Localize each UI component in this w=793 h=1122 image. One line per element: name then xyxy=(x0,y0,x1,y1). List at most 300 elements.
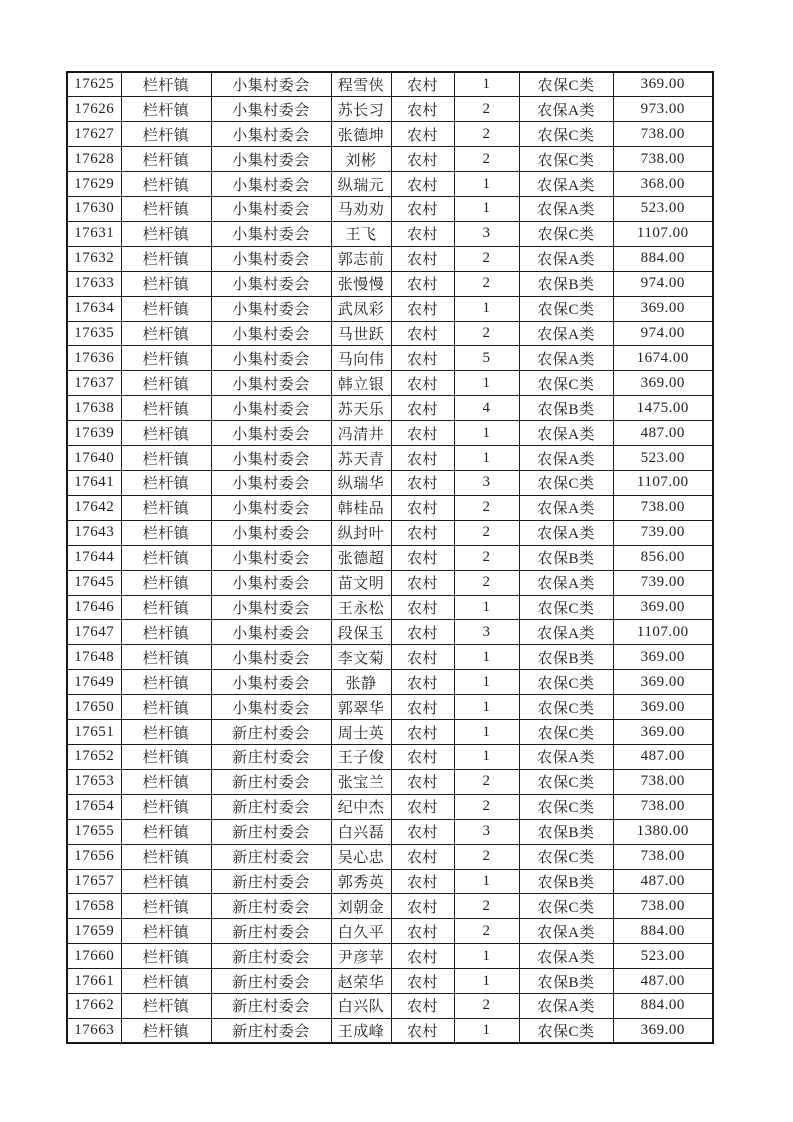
cell-amount: 369.00 xyxy=(613,1018,713,1043)
cell-amount: 738.00 xyxy=(613,794,713,819)
cell-person-name: 程雪侠 xyxy=(331,72,391,97)
cell-person-name: 李文菊 xyxy=(331,645,391,670)
cell-amount: 369.00 xyxy=(613,296,713,321)
cell-village-committee: 新庄村委会 xyxy=(211,844,331,869)
cell-residence-type: 农村 xyxy=(391,844,454,869)
cell-town: 栏杆镇 xyxy=(121,819,211,844)
cell-record-id: 17632 xyxy=(67,246,121,271)
cell-person-name: 苏天青 xyxy=(331,446,391,471)
table-row xyxy=(67,919,713,944)
cell-insurance-category: 农保C类 xyxy=(519,695,613,720)
cell-person-name: 段保玉 xyxy=(331,620,391,645)
cell-person-name: 武凤彩 xyxy=(331,296,391,321)
cell-insurance-category: 农保A类 xyxy=(519,570,613,595)
cell-person-count: 3 xyxy=(454,221,519,246)
cell-person-count: 1 xyxy=(454,695,519,720)
cell-person-count: 2 xyxy=(454,97,519,122)
cell-insurance-category: 农保C类 xyxy=(519,794,613,819)
cell-amount: 369.00 xyxy=(613,695,713,720)
cell-amount: 738.00 xyxy=(613,894,713,919)
cell-person-count: 2 xyxy=(454,794,519,819)
table-row xyxy=(67,794,713,819)
cell-amount: 1107.00 xyxy=(613,620,713,645)
cell-person-count: 5 xyxy=(454,346,519,371)
cell-insurance-category: 农保C类 xyxy=(519,894,613,919)
cell-amount: 884.00 xyxy=(613,919,713,944)
cell-person-name: 郭志前 xyxy=(331,246,391,271)
cell-person-name: 张德坤 xyxy=(331,122,391,147)
table-row xyxy=(67,969,713,994)
cell-amount: 487.00 xyxy=(613,744,713,769)
cell-record-id: 17654 xyxy=(67,794,121,819)
table-row xyxy=(67,172,713,197)
cell-residence-type: 农村 xyxy=(391,147,454,172)
cell-person-name: 苏长习 xyxy=(331,97,391,122)
cell-amount: 369.00 xyxy=(613,720,713,745)
cell-insurance-category: 农保C类 xyxy=(519,72,613,97)
cell-residence-type: 农村 xyxy=(391,670,454,695)
cell-record-id: 17651 xyxy=(67,720,121,745)
cell-insurance-category: 农保B类 xyxy=(519,819,613,844)
cell-town: 栏杆镇 xyxy=(121,197,211,222)
cell-person-count: 1 xyxy=(454,869,519,894)
cell-person-name: 苏天乐 xyxy=(331,396,391,421)
cell-residence-type: 农村 xyxy=(391,172,454,197)
cell-town: 栏杆镇 xyxy=(121,670,211,695)
cell-town: 栏杆镇 xyxy=(121,944,211,969)
cell-person-count: 2 xyxy=(454,520,519,545)
cell-residence-type: 农村 xyxy=(391,645,454,670)
cell-person-name: 冯清井 xyxy=(331,421,391,446)
table-row xyxy=(67,944,713,969)
cell-town: 栏杆镇 xyxy=(121,919,211,944)
cell-person-name: 吴心忠 xyxy=(331,844,391,869)
cell-residence-type: 农村 xyxy=(391,819,454,844)
cell-amount: 369.00 xyxy=(613,670,713,695)
cell-insurance-category: 农保C类 xyxy=(519,371,613,396)
cell-residence-type: 农村 xyxy=(391,296,454,321)
cell-residence-type: 农村 xyxy=(391,321,454,346)
cell-person-count: 3 xyxy=(454,819,519,844)
cell-town: 栏杆镇 xyxy=(121,371,211,396)
cell-town: 栏杆镇 xyxy=(121,271,211,296)
cell-person-name: 赵荣华 xyxy=(331,969,391,994)
cell-town: 栏杆镇 xyxy=(121,396,211,421)
cell-residence-type: 农村 xyxy=(391,246,454,271)
cell-amount: 1107.00 xyxy=(613,221,713,246)
cell-insurance-category: 农保A类 xyxy=(519,994,613,1019)
table-row xyxy=(67,695,713,720)
cell-record-id: 17635 xyxy=(67,321,121,346)
cell-insurance-category: 农保C类 xyxy=(519,296,613,321)
cell-record-id: 17662 xyxy=(67,994,121,1019)
cell-person-name: 张静 xyxy=(331,670,391,695)
cell-record-id: 17629 xyxy=(67,172,121,197)
cell-town: 栏杆镇 xyxy=(121,321,211,346)
cell-amount: 369.00 xyxy=(613,595,713,620)
cell-amount: 973.00 xyxy=(613,97,713,122)
table-row xyxy=(67,769,713,794)
cell-record-id: 17659 xyxy=(67,919,121,944)
cell-village-committee: 小集村委会 xyxy=(211,495,331,520)
cell-village-committee: 小集村委会 xyxy=(211,172,331,197)
cell-person-name: 周士英 xyxy=(331,720,391,745)
table-row xyxy=(67,271,713,296)
cell-person-name: 郭秀英 xyxy=(331,869,391,894)
cell-record-id: 17639 xyxy=(67,421,121,446)
cell-amount: 974.00 xyxy=(613,271,713,296)
cell-person-name: 刘彬 xyxy=(331,147,391,172)
cell-person-name: 张德超 xyxy=(331,545,391,570)
cell-amount: 1475.00 xyxy=(613,396,713,421)
cell-village-committee: 新庄村委会 xyxy=(211,894,331,919)
cell-person-name: 王子俊 xyxy=(331,744,391,769)
cell-residence-type: 农村 xyxy=(391,969,454,994)
cell-village-committee: 小集村委会 xyxy=(211,296,331,321)
table-row xyxy=(67,246,713,271)
cell-person-name: 纵封叶 xyxy=(331,520,391,545)
cell-town: 栏杆镇 xyxy=(121,72,211,97)
cell-village-committee: 小集村委会 xyxy=(211,595,331,620)
cell-record-id: 17648 xyxy=(67,645,121,670)
cell-town: 栏杆镇 xyxy=(121,969,211,994)
cell-residence-type: 农村 xyxy=(391,720,454,745)
cell-village-committee: 新庄村委会 xyxy=(211,919,331,944)
cell-residence-type: 农村 xyxy=(391,471,454,496)
cell-town: 栏杆镇 xyxy=(121,147,211,172)
cell-amount: 523.00 xyxy=(613,944,713,969)
cell-person-count: 2 xyxy=(454,769,519,794)
cell-person-count: 1 xyxy=(454,172,519,197)
cell-village-committee: 小集村委会 xyxy=(211,421,331,446)
table-row xyxy=(67,819,713,844)
cell-record-id: 17634 xyxy=(67,296,121,321)
cell-person-name: 马劝劝 xyxy=(331,197,391,222)
cell-person-name: 张宝兰 xyxy=(331,769,391,794)
table-row xyxy=(67,97,713,122)
cell-person-name: 郭翠华 xyxy=(331,695,391,720)
cell-village-committee: 小集村委会 xyxy=(211,645,331,670)
cell-residence-type: 农村 xyxy=(391,919,454,944)
table-row xyxy=(67,869,713,894)
cell-amount: 1674.00 xyxy=(613,346,713,371)
cell-town: 栏杆镇 xyxy=(121,744,211,769)
cell-person-name: 马世跃 xyxy=(331,321,391,346)
cell-person-count: 2 xyxy=(454,321,519,346)
cell-insurance-category: 农保B类 xyxy=(519,969,613,994)
cell-person-count: 1 xyxy=(454,421,519,446)
cell-residence-type: 农村 xyxy=(391,869,454,894)
cell-residence-type: 农村 xyxy=(391,122,454,147)
cell-village-committee: 新庄村委会 xyxy=(211,794,331,819)
cell-town: 栏杆镇 xyxy=(121,421,211,446)
cell-person-count: 1 xyxy=(454,720,519,745)
cell-person-name: 尹彦苹 xyxy=(331,944,391,969)
cell-record-id: 17646 xyxy=(67,595,121,620)
cell-amount: 1380.00 xyxy=(613,819,713,844)
cell-person-name: 刘朝金 xyxy=(331,894,391,919)
cell-town: 栏杆镇 xyxy=(121,869,211,894)
cell-residence-type: 农村 xyxy=(391,1018,454,1043)
cell-town: 栏杆镇 xyxy=(121,221,211,246)
cell-village-committee: 小集村委会 xyxy=(211,396,331,421)
cell-village-committee: 新庄村委会 xyxy=(211,1018,331,1043)
cell-amount: 369.00 xyxy=(613,645,713,670)
cell-village-committee: 新庄村委会 xyxy=(211,744,331,769)
cell-person-count: 1 xyxy=(454,744,519,769)
cell-insurance-category: 农保A类 xyxy=(519,919,613,944)
cell-town: 栏杆镇 xyxy=(121,97,211,122)
cell-person-name: 纵瑞元 xyxy=(331,172,391,197)
cell-residence-type: 农村 xyxy=(391,695,454,720)
cell-record-id: 17658 xyxy=(67,894,121,919)
cell-insurance-category: 农保A类 xyxy=(519,197,613,222)
table-row xyxy=(67,396,713,421)
cell-person-name: 纪中杰 xyxy=(331,794,391,819)
cell-record-id: 17650 xyxy=(67,695,121,720)
table-row xyxy=(67,994,713,1019)
table-row xyxy=(67,1018,713,1043)
table-body xyxy=(67,72,713,1043)
cell-residence-type: 农村 xyxy=(391,221,454,246)
cell-amount: 974.00 xyxy=(613,321,713,346)
cell-amount: 738.00 xyxy=(613,147,713,172)
cell-record-id: 17652 xyxy=(67,744,121,769)
cell-village-committee: 小集村委会 xyxy=(211,122,331,147)
cell-record-id: 17656 xyxy=(67,844,121,869)
table-row xyxy=(67,72,713,97)
cell-insurance-category: 农保C类 xyxy=(519,1018,613,1043)
cell-residence-type: 农村 xyxy=(391,97,454,122)
cell-insurance-category: 农保A类 xyxy=(519,744,613,769)
records-table xyxy=(66,71,714,1044)
cell-residence-type: 农村 xyxy=(391,620,454,645)
cell-record-id: 17640 xyxy=(67,446,121,471)
cell-village-committee: 小集村委会 xyxy=(211,695,331,720)
cell-village-committee: 小集村委会 xyxy=(211,321,331,346)
cell-insurance-category: 农保C类 xyxy=(519,595,613,620)
cell-record-id: 17630 xyxy=(67,197,121,222)
cell-person-count: 2 xyxy=(454,147,519,172)
cell-town: 栏杆镇 xyxy=(121,570,211,595)
cell-town: 栏杆镇 xyxy=(121,595,211,620)
cell-person-count: 1 xyxy=(454,969,519,994)
cell-record-id: 17655 xyxy=(67,819,121,844)
cell-insurance-category: 农保C类 xyxy=(519,221,613,246)
cell-village-committee: 小集村委会 xyxy=(211,97,331,122)
cell-insurance-category: 农保A类 xyxy=(519,321,613,346)
cell-village-committee: 小集村委会 xyxy=(211,570,331,595)
cell-person-name: 纵瑞华 xyxy=(331,471,391,496)
cell-town: 栏杆镇 xyxy=(121,620,211,645)
cell-person-count: 2 xyxy=(454,570,519,595)
cell-amount: 738.00 xyxy=(613,495,713,520)
cell-record-id: 17660 xyxy=(67,944,121,969)
cell-insurance-category: 农保C类 xyxy=(519,670,613,695)
cell-person-count: 1 xyxy=(454,595,519,620)
table-row xyxy=(67,744,713,769)
cell-residence-type: 农村 xyxy=(391,396,454,421)
cell-village-committee: 小集村委会 xyxy=(211,246,331,271)
table-row xyxy=(67,197,713,222)
cell-person-count: 1 xyxy=(454,645,519,670)
cell-person-count: 2 xyxy=(454,919,519,944)
cell-record-id: 17625 xyxy=(67,72,121,97)
cell-insurance-category: 农保A类 xyxy=(519,172,613,197)
cell-insurance-category: 农保A类 xyxy=(519,520,613,545)
cell-record-id: 17663 xyxy=(67,1018,121,1043)
cell-person-name: 白兴队 xyxy=(331,994,391,1019)
table-row xyxy=(67,645,713,670)
cell-village-committee: 新庄村委会 xyxy=(211,769,331,794)
cell-insurance-category: 农保B类 xyxy=(519,869,613,894)
cell-town: 栏杆镇 xyxy=(121,545,211,570)
cell-record-id: 17657 xyxy=(67,869,121,894)
cell-residence-type: 农村 xyxy=(391,520,454,545)
table-row xyxy=(67,520,713,545)
cell-amount: 369.00 xyxy=(613,371,713,396)
cell-amount: 738.00 xyxy=(613,844,713,869)
cell-residence-type: 农村 xyxy=(391,545,454,570)
table-row xyxy=(67,221,713,246)
cell-insurance-category: 农保B类 xyxy=(519,645,613,670)
cell-record-id: 17627 xyxy=(67,122,121,147)
cell-amount: 1107.00 xyxy=(613,471,713,496)
cell-residence-type: 农村 xyxy=(391,794,454,819)
cell-village-committee: 小集村委会 xyxy=(211,620,331,645)
cell-village-committee: 小集村委会 xyxy=(211,471,331,496)
cell-insurance-category: 农保A类 xyxy=(519,421,613,446)
cell-residence-type: 农村 xyxy=(391,744,454,769)
cell-town: 栏杆镇 xyxy=(121,172,211,197)
cell-person-count: 3 xyxy=(454,620,519,645)
table-row xyxy=(67,346,713,371)
cell-amount: 487.00 xyxy=(613,421,713,446)
cell-town: 栏杆镇 xyxy=(121,346,211,371)
cell-town: 栏杆镇 xyxy=(121,894,211,919)
cell-record-id: 17645 xyxy=(67,570,121,595)
cell-insurance-category: 农保C类 xyxy=(519,471,613,496)
cell-person-name: 张慢慢 xyxy=(331,271,391,296)
table-row xyxy=(67,371,713,396)
cell-residence-type: 农村 xyxy=(391,197,454,222)
cell-insurance-category: 农保A类 xyxy=(519,246,613,271)
cell-record-id: 17631 xyxy=(67,221,121,246)
cell-person-count: 1 xyxy=(454,371,519,396)
cell-insurance-category: 农保C类 xyxy=(519,147,613,172)
cell-amount: 884.00 xyxy=(613,246,713,271)
cell-residence-type: 农村 xyxy=(391,271,454,296)
cell-town: 栏杆镇 xyxy=(121,495,211,520)
cell-person-count: 2 xyxy=(454,246,519,271)
cell-person-count: 2 xyxy=(454,495,519,520)
cell-record-id: 17661 xyxy=(67,969,121,994)
cell-insurance-category: 农保A类 xyxy=(519,346,613,371)
cell-town: 栏杆镇 xyxy=(121,471,211,496)
cell-record-id: 17649 xyxy=(67,670,121,695)
cell-village-committee: 新庄村委会 xyxy=(211,944,331,969)
cell-town: 栏杆镇 xyxy=(121,1018,211,1043)
cell-person-name: 白兴磊 xyxy=(331,819,391,844)
cell-town: 栏杆镇 xyxy=(121,520,211,545)
cell-residence-type: 农村 xyxy=(391,346,454,371)
cell-record-id: 17644 xyxy=(67,545,121,570)
cell-person-count: 2 xyxy=(454,844,519,869)
cell-town: 栏杆镇 xyxy=(121,769,211,794)
cell-record-id: 17653 xyxy=(67,769,121,794)
cell-amount: 369.00 xyxy=(613,72,713,97)
table-row xyxy=(67,844,713,869)
cell-record-id: 17633 xyxy=(67,271,121,296)
cell-record-id: 17642 xyxy=(67,495,121,520)
cell-village-committee: 小集村委会 xyxy=(211,670,331,695)
cell-amount: 856.00 xyxy=(613,545,713,570)
cell-amount: 738.00 xyxy=(613,769,713,794)
cell-person-name: 王永松 xyxy=(331,595,391,620)
cell-residence-type: 农村 xyxy=(391,994,454,1019)
cell-amount: 487.00 xyxy=(613,869,713,894)
cell-amount: 739.00 xyxy=(613,520,713,545)
cell-amount: 368.00 xyxy=(613,172,713,197)
cell-residence-type: 农村 xyxy=(391,944,454,969)
cell-record-id: 17647 xyxy=(67,620,121,645)
cell-town: 栏杆镇 xyxy=(121,246,211,271)
cell-village-committee: 新庄村委会 xyxy=(211,819,331,844)
cell-person-name: 马向伟 xyxy=(331,346,391,371)
cell-insurance-category: 农保C类 xyxy=(519,769,613,794)
cell-amount: 739.00 xyxy=(613,570,713,595)
table-row xyxy=(67,321,713,346)
cell-record-id: 17636 xyxy=(67,346,121,371)
cell-insurance-category: 农保C类 xyxy=(519,844,613,869)
cell-person-count: 2 xyxy=(454,122,519,147)
cell-amount: 523.00 xyxy=(613,197,713,222)
cell-person-name: 韩立银 xyxy=(331,371,391,396)
cell-town: 栏杆镇 xyxy=(121,446,211,471)
cell-insurance-category: 农保A类 xyxy=(519,97,613,122)
cell-village-committee: 新庄村委会 xyxy=(211,994,331,1019)
cell-person-count: 2 xyxy=(454,994,519,1019)
cell-person-count: 1 xyxy=(454,944,519,969)
cell-residence-type: 农村 xyxy=(391,446,454,471)
cell-residence-type: 农村 xyxy=(391,371,454,396)
cell-town: 栏杆镇 xyxy=(121,844,211,869)
cell-insurance-category: 农保A类 xyxy=(519,446,613,471)
cell-record-id: 17626 xyxy=(67,97,121,122)
cell-town: 栏杆镇 xyxy=(121,645,211,670)
table-row xyxy=(67,720,713,745)
cell-village-committee: 小集村委会 xyxy=(211,271,331,296)
cell-village-committee: 小集村委会 xyxy=(211,371,331,396)
cell-person-count: 1 xyxy=(454,1018,519,1043)
table-row xyxy=(67,296,713,321)
cell-insurance-category: 农保C类 xyxy=(519,122,613,147)
cell-town: 栏杆镇 xyxy=(121,296,211,321)
cell-town: 栏杆镇 xyxy=(121,720,211,745)
cell-person-count: 1 xyxy=(454,670,519,695)
cell-residence-type: 农村 xyxy=(391,595,454,620)
cell-village-committee: 小集村委会 xyxy=(211,346,331,371)
cell-insurance-category: 农保C类 xyxy=(519,720,613,745)
cell-residence-type: 农村 xyxy=(391,72,454,97)
cell-record-id: 17638 xyxy=(67,396,121,421)
cell-person-count: 1 xyxy=(454,72,519,97)
cell-town: 栏杆镇 xyxy=(121,994,211,1019)
cell-town: 栏杆镇 xyxy=(121,122,211,147)
cell-residence-type: 农村 xyxy=(391,570,454,595)
cell-amount: 523.00 xyxy=(613,446,713,471)
cell-person-name: 王飞 xyxy=(331,221,391,246)
